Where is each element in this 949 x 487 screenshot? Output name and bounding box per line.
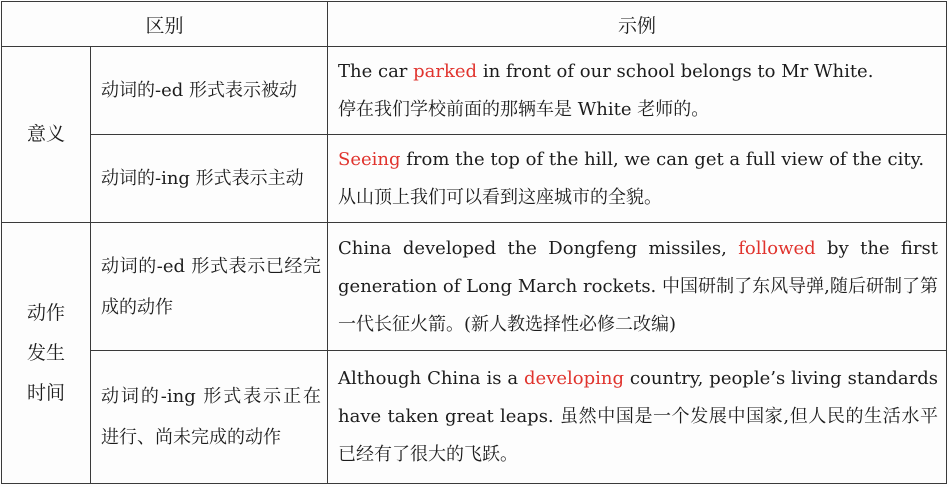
example-cell <box>328 47 947 135</box>
example-text: by the first generation of Long March rockets. 中国研制了东风导弹,随后研制了第一代长征火箭。(新人教选择性必修二改编) <box>338 237 939 335</box>
category-meaning: 意义 <box>2 47 91 223</box>
sub-category: 动词的-ed 形式表示被动 <box>91 47 328 135</box>
table-row <box>2 351 947 484</box>
example-translation: 从山顶上我们可以看到这座城市的全貌。 <box>338 186 663 208</box>
table-row <box>2 223 947 351</box>
example-translation: 停在我们学校前面的那辆车是 White 老师的。 <box>338 98 710 120</box>
highlighted-verb: parked <box>413 60 478 82</box>
grammar-table <box>1 1 947 484</box>
category-action-time: 动作发生时间 <box>2 223 91 484</box>
sub-category: 动词的-ing 形式表示主动 <box>91 135 328 223</box>
sub-category: 动词的-ed 形式表示已经完成的动作 <box>91 223 328 351</box>
header-row <box>2 2 947 47</box>
example-cell <box>328 351 947 484</box>
header-difference: 区别 <box>2 2 328 47</box>
example-text: from the top of the hill, we can get a full view of the city. <box>400 148 925 170</box>
example-text: in front of our school belongs to Mr White. <box>477 60 874 82</box>
example-text: China developed the Dongfeng missiles, <box>338 237 739 259</box>
table-row <box>2 135 947 223</box>
example-cell <box>328 223 947 351</box>
example-text: The car <box>338 60 414 82</box>
header-example: 示例 <box>328 2 947 47</box>
highlighted-verb: followed <box>738 237 816 259</box>
highlighted-verb: developing <box>524 368 624 389</box>
sub-category: 动词的-ing 形式表示正在进行、尚未完成的动作 <box>91 351 328 484</box>
highlighted-verb: Seeing <box>338 148 401 170</box>
example-text: Although China is a <box>338 368 525 389</box>
example-text: country, people’s living standards have taken great leaps. 虽然中国是一个发展中国家,但人民的生活水平已经有了很大的飞跃。 <box>338 368 939 465</box>
example-cell <box>328 135 947 223</box>
table-row <box>2 47 947 135</box>
